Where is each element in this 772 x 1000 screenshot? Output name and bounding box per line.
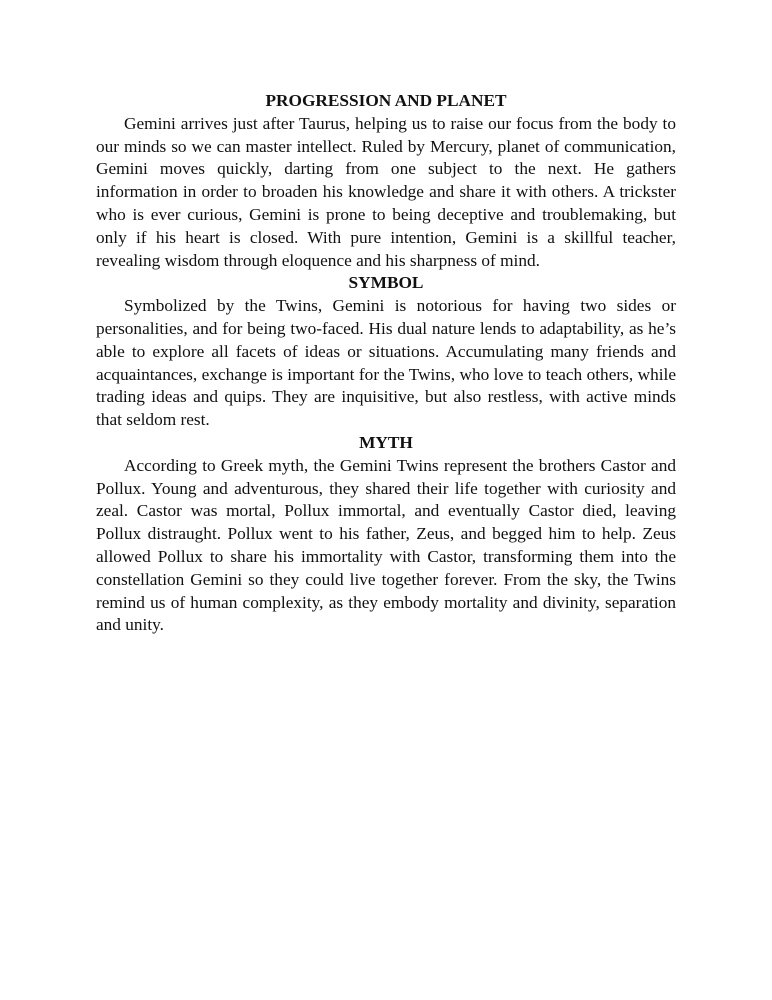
section-symbol (96, 272, 676, 432)
section-myth (96, 432, 676, 637)
document-page (96, 90, 676, 637)
section-heading: PROGRESSION AND PLANET (265, 91, 507, 110)
section-paragraph: Symbolized by the Twins, Gemini is notorious for having two sides or personalities, and for being two-faced. His dual nature lends to adaptability, as he’s able to explore all facets of ideas or situations. Accumulating many friends and acquaintances, exchange is important for the Twins, who love to teach others, while trading ideas and quips. They are inquisitive, but also restless, with active minds that seldom rest. (96, 296, 676, 430)
section-heading: MYTH (359, 432, 413, 452)
section-paragraph: Gemini arrives just after Taurus, helping us to raise our focus from the body to our minds so we can master intellect. Ruled by Mercury, planet of communication, Gemini moves quickly, darting from one subject to the next. He gathers information in order to broaden his knowledge and share it with others. A trickster who is ever curious, Gemini is prone to being deceptive and troublemaking, but only if his heart is closed. With pure intention, Gemini is a skillful teacher, revealing wisdom through eloquence and his sharpness of mind. (96, 113, 676, 270)
section-heading: SYMBOL (348, 273, 424, 293)
section-progression-and-planet (96, 90, 676, 272)
section-paragraph: According to Greek myth, the Gemini Twins represent the brothers Castor and Pollux. Young and adventurous, they shared their life together with curiosity and zeal. Castor was mortal, Pollux immortal, and eventually Castor died, leaving Pollux distraught. Pollux went to his father, Zeus, and begged him to help. Zeus allowed Pollux to share his immortality with Castor, transforming them into the constellation Gemini so they could live together forever. From the sky, the Twins remind us of human complexity, as they embody mortality and divinity, separation and unity. (96, 455, 676, 635)
